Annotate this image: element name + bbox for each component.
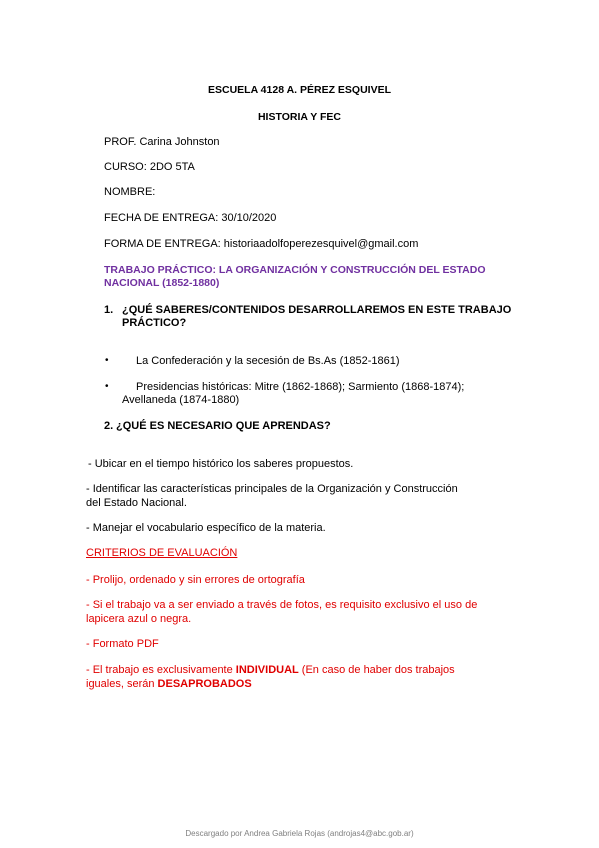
criterios-heading: CRITERIOS DE EVALUACIÓN <box>86 547 238 559</box>
fecha-line: FECHA DE ENTREGA: 30/10/2020 <box>104 212 277 224</box>
section1-heading-line1: ¿QUÉ SABERES/CONTENIDOS DESARROLLAREMOS EN ESTE TRABAJO <box>122 304 512 316</box>
criterio-individual-line2-pre: iguales, serán <box>86 678 158 690</box>
curso-line: CURSO: 2DO 5TA <box>104 161 195 173</box>
bullet-text-confederacion: La Confederación y la secesión de Bs.As (1852-1861) <box>136 355 400 367</box>
desaprobados-emphasis: DESAPROBADOS <box>157 678 252 690</box>
criterio-individual-post: (En caso de haber dos trabajos <box>298 664 455 676</box>
criterio-fotos-line1: - Si el trabajo va a ser enviado a través de fotos, es requisito exclusivo el uso de <box>86 599 478 611</box>
tp-title-line1: TRABAJO PRÁCTICO: LA ORGANIZACIÓN Y CONSTRUCCIÓN DEL ESTADO <box>104 264 486 276</box>
bullet-text-presidencias-line1: Presidencias históricas: Mitre (1862-1868); Sarmiento (1868-1874); <box>136 381 465 393</box>
criterio-prolijo: - Prolijo, ordenado y sin errores de ortografía <box>86 574 305 586</box>
subject-title: HISTORIA Y FEC <box>257 111 342 123</box>
nombre-line: NOMBRE: <box>104 186 156 198</box>
criterio-individual-line1 <box>86 664 455 676</box>
bullet-icon: • <box>105 381 109 392</box>
prof-line: PROF. Carina Johnston <box>104 136 220 148</box>
criterio-individual-pre: - El trabajo es exclusivamente <box>86 664 236 676</box>
bullet-text-presidencias-line2: Avellaneda (1874-1880) <box>122 394 240 406</box>
individual-emphasis: INDIVIDUAL <box>235 664 299 676</box>
section2-number: 2. <box>104 420 114 432</box>
section1-heading-line2: PRÁCTICO? <box>122 317 187 329</box>
criterio-individual-line2 <box>86 678 252 690</box>
forma-entrega-line: FORMA DE ENTREGA: historiaadolfoperezesquivel@gmail.com <box>104 238 419 250</box>
download-footer: Descargado por Andrea Gabriela Rojas (androjas4@abc.gob.ar) <box>185 829 414 838</box>
aprender-item-2-line1: - Identificar las características principales de la Organización y Construcción <box>86 483 458 495</box>
bullet-icon: • <box>105 355 109 366</box>
aprender-item-1: - Ubicar en el tiempo histórico los saberes propuestos. <box>88 458 354 470</box>
aprender-item-3: - Manejar el vocabulario específico de la materia. <box>86 522 326 534</box>
tp-title-line2: NACIONAL (1852-1880) <box>104 277 220 289</box>
section1-number: 1. <box>104 304 114 316</box>
criterio-formato: - Formato PDF <box>86 638 159 650</box>
school-name: ESCUELA 4128 A. PÉREZ ESQUIVEL <box>207 84 392 96</box>
section2-heading: ¿QUÉ ES NECESARIO QUE APRENDAS? <box>116 420 331 432</box>
criterio-fotos-line2: lapicera azul o negra. <box>86 613 192 625</box>
aprender-item-2-line2: del Estado Nacional. <box>86 497 187 509</box>
